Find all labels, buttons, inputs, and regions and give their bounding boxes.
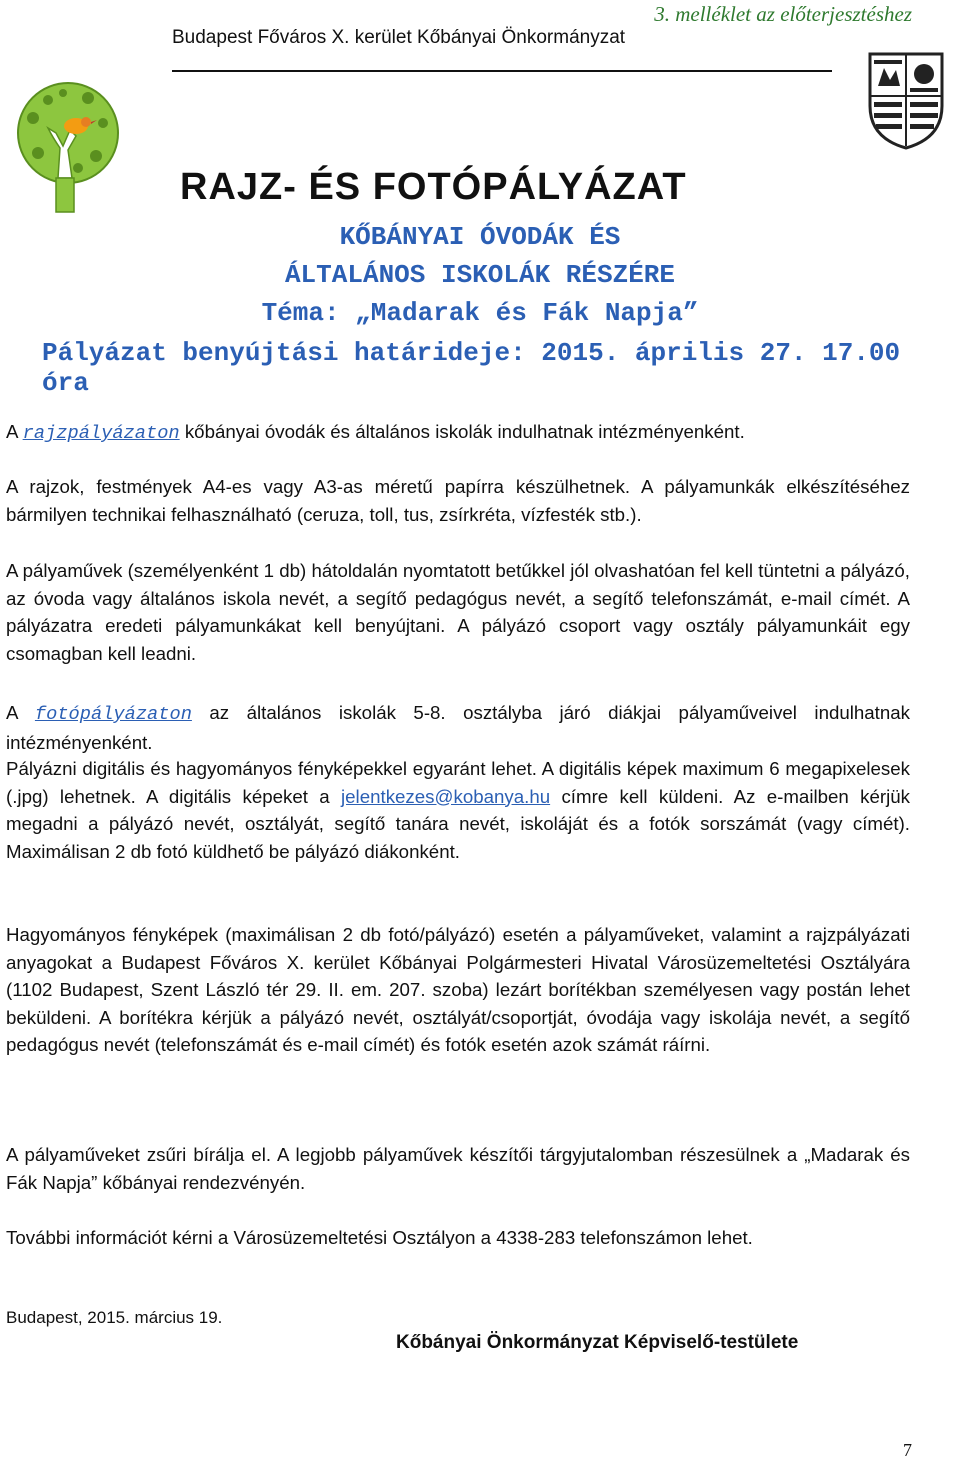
email-link[interactable]: jelentkezes@kobanya.hu	[341, 785, 551, 807]
subtitle-line-1: KŐBÁNYAI ÓVODÁK ÉS	[339, 222, 621, 252]
text-run: kőbányai óvodák és általános iskolák indulhatnak intézményenként.	[179, 421, 745, 442]
text-run: Pályázni digitális és hagyományos fényképekkel egyaránt lehet. A digitális képek maximum 6 megapixelesek (.jpg) lehetnek. A digitális képeket a	[6, 758, 910, 807]
drawing-contest-link[interactable]: rajzpályázaton	[22, 422, 180, 444]
paragraph-photo-contest	[6, 699, 910, 756]
paragraph-jury	[6, 1141, 910, 1196]
theme-line: Téma: „Madarak és Fák Napja”	[261, 298, 699, 328]
text-run: A pályaműveket zsűri bírálja el. A legjobb pályaművek készítői tárgyjutalomban részesülnek a „Madarak és Fák Napja” kőbányai rendezvényén.	[6, 1144, 910, 1193]
text-run: A rajzok, festmények A4-es vagy A3-as méretű papírra készülhetnek. A pályamunkák elkészítéséhez bármilyen technikai felhasználható (ceruza, toll, tus, zsírkréta, vízfesték stb.).	[6, 476, 910, 525]
document-title: RAJZ- ÉS FOTÓPÁLYÁZAT	[180, 166, 687, 208]
coat-of-arms-icon	[864, 46, 948, 150]
photo-contest-link[interactable]: fotópályázaton	[34, 703, 192, 725]
text-run: az általános iskolák 5-8. osztályba járó diákjai pályaműveivel indulhatnak intézményenként.	[6, 702, 911, 753]
paragraph-information	[6, 1224, 910, 1252]
text-run: címre kell küldeni. Az e-mailben kérjük megadni a pályázó nevét, osztályát, segítő tanára nevét, iskoláját és a fotók sorszámát (vagy címét). Maximálisan 2 db fotó küldhető be pályázó diákonként.	[6, 785, 910, 862]
paragraph-materials	[6, 473, 910, 528]
text-run: A pályaművek (személyenként 1 db) hátoldalán nyomtatott betűkkel jól olvashatóan fel kell tüntetni a pályázó, az óvoda vagy általános iskola nevét, a segítő pedagógus nevét, a segítő telefonszámát, e-mail címét. A pályázatra eredeti pályamunkákat kell benyújtani. A pályázó csoport vagy osztály pályamunkáit egy csomagban kell leadni.	[6, 560, 910, 664]
tree-bird-logo-icon	[8, 78, 128, 218]
annex-label: 3. melléklet az előterjesztéshez	[654, 2, 912, 26]
page-number: 7	[903, 1440, 912, 1460]
text-run: Hagyományos fényképek (maximálisan 2 db fotó/pályázó) esetén a pályaműveket, valamint a rajzpályázati anyagokat a Budapest Főváros X. kerület Kőbányai Polgármesteri Hivatal Városüzemeltetési Osztályára (1102 Budapest, Szent László tér 29. II. em. 207. szoba) lezárt borítékban személyesen vagy postán lehet beküldeni. A borítékra kérjük a pályázó nevét, osztályát/csoportját, óvodája vagy iskolája nevét, a segítő pedagógus nevét (telefonszámát és e-mail címét) és fotók esetén azok számát ráírni.	[6, 924, 910, 1056]
subtitle-line-2: ÁLTALÁNOS ISKOLÁK RÉSZÉRE	[284, 260, 676, 290]
paragraph-drawing-contest	[6, 418, 910, 448]
deadline-line: Pályázat benyújtási határideje: 2015. április 27. 17.00 óra	[42, 338, 901, 398]
organization-name: Budapest Főváros X. kerület Kőbányai Önkormányzat	[172, 27, 626, 48]
paragraph-digital-photos	[6, 755, 910, 865]
document-date: Budapest, 2015. március 19.	[6, 1308, 223, 1327]
text-run: A	[6, 421, 23, 442]
text-run: További információt kérni a Városüzemeltetési Osztályon a 4338-283 telefonszámon lehet.	[6, 1227, 753, 1248]
paragraph-labelling	[6, 557, 910, 667]
header-rule	[172, 70, 832, 72]
signature: Kőbányai Önkormányzat Képviselő-testülete	[396, 1332, 799, 1353]
paragraph-submission	[6, 921, 910, 1059]
text-run: A	[6, 702, 35, 723]
